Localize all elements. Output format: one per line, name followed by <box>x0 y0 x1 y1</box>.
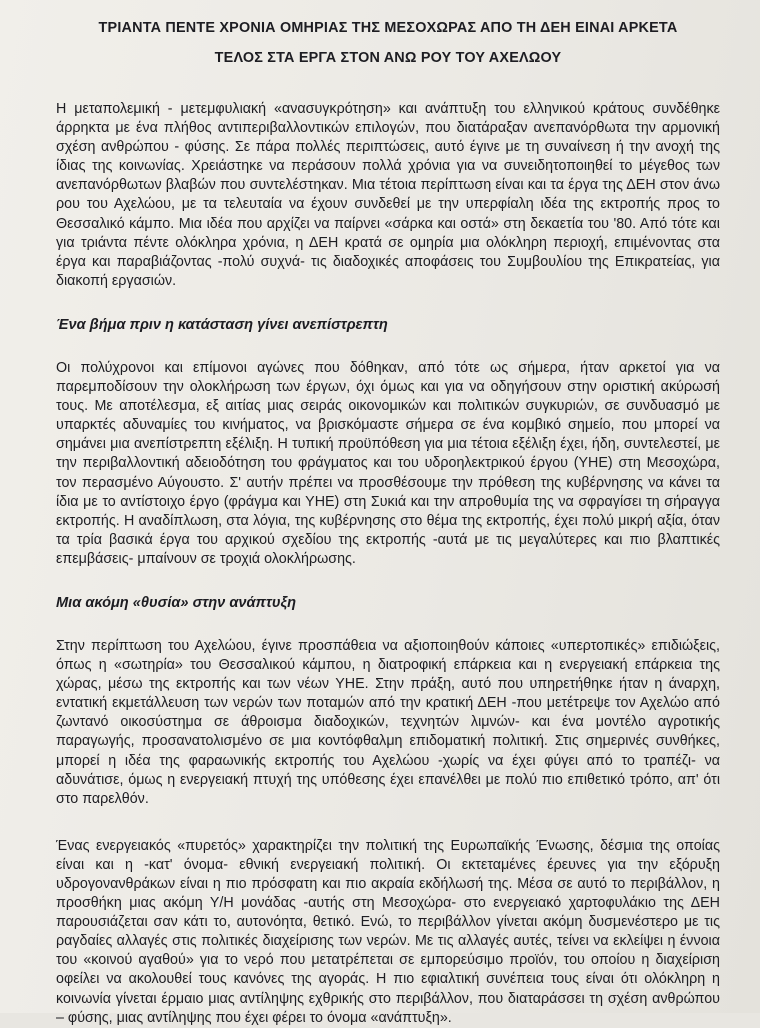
section-2-paragraph-2: Ένας ενεργειακός «πυρετός» χαρακτηρίζει την πολιτική της Ευρωπαϊκής Ένωσης, δέσμια της οποίας είναι και η -κατ' όνομα- εθνική ενεργειακή πολιτική. Οι εκτεταμένες έρευνες για την εξόρυξη υδρογονανθράκων είναι η πιο πρόσφατη και πιο ακραία εκδήλωσή της. Μέσα σε αυτό το περιβάλλον, η προσθήκη μιας ακόμη Υ/Η μονάδας -αυτής στη Μεσοχώρα- στο ενεργειακό χαρτοφυλάκιο της ΔΕΗ παρουσιάζεται σαν κάτι το, αυτονόητα, θετικό. Ενώ, το περιβάλλον γίνεται ακόμη δυσμενέστερο με τις ραγδαίες αλλαγές στις πολιτικές διαχείρισης των νερών. Με τις αλλαγές αυτές, τείνει να εκλείψει η έννοια του «κοινού αγαθού» για το νερό που μετατρέπεται σε εμπορεύσιμο προϊόν, του οποίου η διαχείριση οφείλει να ακολουθεί τους κανόνες της αγοράς. Η πιο εφιαλτική συνέπεια τους είναι ότι ολόκληρη η κοινωνία γίνεται έρμαιο μιας αντίληψης εχθρικής στο περιβάλλον, που διαταράσσει τη σχέση ανθρώπου – φύσης, μιας αντίληψης που έχει φέρει το όνομα «ανάπτυξη». <box>56 837 720 1026</box>
intro-paragraph: Η μεταπολεμική - μετεμφυλιακή «ανασυγκρότηση» και ανάπτυξη του ελληνικού κράτους συνδέθηκε άρρηκτα με ένα πλήθος αντιπεριβαλλοντικών επιλογών, που διατάραξαν ανεπανόρθωτα την αρμονική σχέση ανθρώπου - φύσης. Σε πάρα πολλές περιπτώσεις, αυτό έγινε με τη συναίνεση ή την ανοχή της ίδιας της κοινωνίας. Χρειάστηκε να περάσουν πολλά χρόνια για να συνειδητοποιηθεί το μέγεθος των ανεπανόρθωτων βλαβών που συντελέστηκαν. Μια τέτοια περίπτωση είναι και τα έργα της ΔΕΗ στον άνω ρου του Αχελώου, με τα τελευταία να έχουν συνδεθεί με την υπερφίαλη ιδέα της εκτροπής προς το Θεσσαλικό κάμπο. Μια ιδέα που αρχίζει να παίρνει «σάρκα και οστά» στη δεκαετία του '80. Από τότε και για τριάντα πέντε ολόκληρα χρόνια, η ΔΕΗ κρατά σε ομηρία μια ολόκληρη περιοχή, επιμένοντας στα έργα και παραβιάζοντας -πολύ συχνά- τις διαδοχικές αποφάσεις του Συμβουλίου της Επικρατείας, για διακοπή εργασιών. <box>56 101 720 289</box>
title-line-2: ΤΕΛΟΣ ΣΤΑ ΕΡΓΑ ΣΤΟΝ ΑΝΩ ΡΟΥ ΤΟΥ ΑΧΕΛΩΟΥ <box>214 50 562 66</box>
section-heading-1: Ένα βήμα πριν η κατάσταση γίνει ανεπίστρεπτη <box>56 316 388 333</box>
section-2-paragraph-1: Στην περίπτωση του Αχελώου, έγινε προσπάθεια να αξιοποιηθούν κάποιες «υπερτοπικές» επιδιώξεις, όπως η «σωτηρία» του Θεσσαλικού κάμπου, η διατροφική επάρκεια και η ενεργειακή επάρκεια της χώρας, μέσω της εκτροπής και των νέων ΥΗΕ. Στην πράξη, αυτό που υπηρετήθηκε ήταν η άναρχη, εντατική εκμετάλλευση των νερών των ποταμών από την κρατική ΔΕΗ -που μετέτρεψε τον Αχελώο από ζωντανό οικοσύστημα σε άθροισμα διαδοχικών, τεχνητών λιμνών- και ένα μοντέλο αγροτικής παραγωγής, προσανατολισμένο σε μια κοντόφθαλμη επιδοματική πολιτική. Στις σημερινές συνθήκες, μπορεί η ιδέα της φαραωνικής εκτροπής του Αχελώου -χωρίς να έχει φύγει από το τραπέζι- να αδυνάτισε, όμως η ενεργειακή πτυχή της υπόθεσης έχει επανέλθει με πολύ πιο επιθετικό τρόπο, απ' ότι στο παρελθόν. <box>56 637 720 807</box>
section-1-paragraph: Οι πολύχρονοι και επίμονοι αγώνες που δόθηκαν, από τότε ως σήμερα, ήταν αρκετοί για να παρεμποδίσουν την ολοκλήρωση των έργων, όχι όμως και για να οδηγήσουν στην οριστική ακύρωσή τους. Με αποτέλεσμα, εξ αιτίας μιας σειράς οικονομικών και πολιτικών συγκυριών, σε συνδυασμό με υπαρκτές αδυναμίες του κινήματος, να βρισκόμαστε σήμερα σε ένα κομβικό σημείο, που μπορεί να σημάνει μια ανεπίστρεπτη εξέλιξη. Η τυπική προϋπόθεση για μια τέτοια εξέλιξη έχει, ήδη, συντελεστεί, με την περιβαλλοντική αδειοδότηση του φράγματος και του υδροηλεκτρικού έργου (ΥΗΕ) στη Μεσοχώρα, τον περασμένο Αύγουστο. Σ' αυτήν πρέπει να προσθέσουμε την πρόθεση της κυβέρνησης να κάνει τα ίδια με το αντίστοιχο έργο (φράγμα και ΥΗΕ) στη Συκιά και την απροθυμία της να σφραγίσει τη σήραγγα εκτροπής. Η αναδίπλωση, στα λόγια, της κυβέρνησης στο θέμα της εκτροπής, έχει πολύ μικρή αξία, όταν τα τρία βασικά έργα του αρχικού σχεδίου της εκτροπής -αυτά με τις μεγαλύτερες και πιο βλαπτικές επεμβάσεις- μπαίνουν σε τροχιά ολοκλήρωσης. <box>56 359 720 567</box>
title-line-1: ΤΡΙΑΝΤΑ ΠΕΝΤΕ ΧΡΟΝΙΑ ΟΜΗΡΙΑΣ ΤΗΣ ΜΕΣΟΧΩΡΑΣ ΑΠΟ ΤΗ ΔΕΗ ΕΙΝΑΙ ΑΡΚΕΤΑ <box>98 20 678 36</box>
section-heading-2: Μια ακόμη «θυσία» στην ανάπτυξη <box>56 594 297 611</box>
